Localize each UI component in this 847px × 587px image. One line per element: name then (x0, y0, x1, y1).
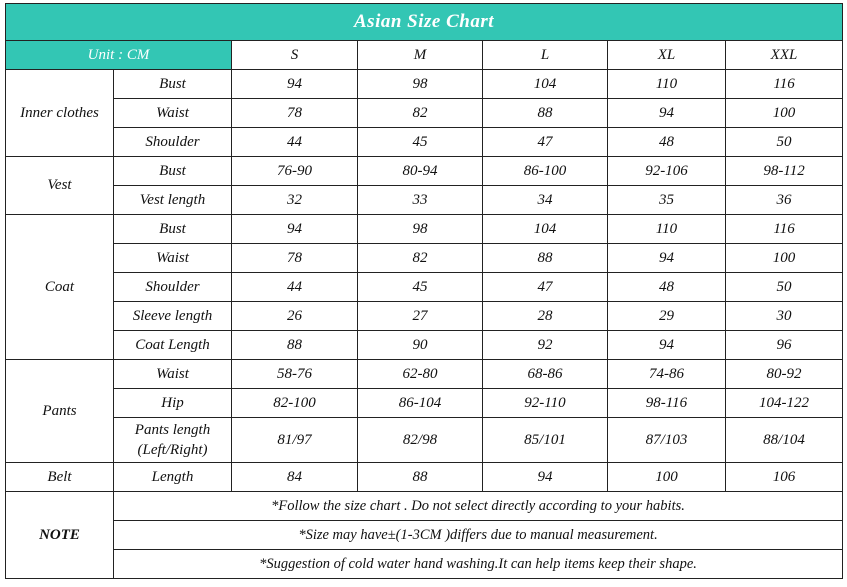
table-row (6, 157, 843, 186)
value-cell: 88 (483, 99, 608, 128)
value-cell: 58-76 (232, 360, 358, 389)
value-cell: 86-104 (358, 389, 483, 418)
row-label-line1: Pants length (134, 422, 211, 438)
value-cell: 45 (358, 128, 483, 157)
value-cell: 35 (608, 186, 726, 215)
row-label: Coat Length (114, 331, 232, 360)
value-cell: 94 (232, 70, 358, 99)
value-cell: 104 (483, 70, 608, 99)
value-cell: 78 (232, 99, 358, 128)
value-cell: 82/98 (358, 418, 483, 463)
size-header-xl: XL (608, 41, 726, 70)
value-cell: 94 (608, 99, 726, 128)
value-cell: 98-112 (726, 157, 843, 186)
value-cell: 87/103 (608, 418, 726, 463)
value-cell: 32 (232, 186, 358, 215)
table-row (6, 244, 843, 273)
value-cell: 76-90 (232, 157, 358, 186)
value-cell: 26 (232, 302, 358, 331)
value-cell: 44 (232, 128, 358, 157)
table-row (6, 70, 843, 99)
value-cell: 86-100 (483, 157, 608, 186)
value-cell: 88 (483, 244, 608, 273)
size-header-s: S (232, 41, 358, 70)
value-cell: 47 (483, 273, 608, 302)
size-header-xxl: XXL (726, 41, 843, 70)
value-cell: 48 (608, 128, 726, 157)
value-cell: 104-122 (726, 389, 843, 418)
unit-label: Unit : CM (6, 41, 232, 70)
size-chart-table (5, 3, 843, 579)
value-cell: 80-94 (358, 157, 483, 186)
value-cell: 29 (608, 302, 726, 331)
row-label (114, 418, 232, 463)
value-cell: 98 (358, 215, 483, 244)
value-cell: 50 (726, 128, 843, 157)
value-cell: 90 (358, 331, 483, 360)
value-cell: 82 (358, 99, 483, 128)
title-row (6, 4, 843, 41)
value-cell: 82 (358, 244, 483, 273)
row-label: Shoulder (114, 273, 232, 302)
value-cell: 100 (726, 99, 843, 128)
note-row (6, 550, 843, 579)
row-label: Bust (114, 215, 232, 244)
group-label-pants: Pants (6, 360, 114, 463)
value-cell: 94 (483, 463, 608, 492)
value-cell: 98 (358, 70, 483, 99)
row-label: Vest length (114, 186, 232, 215)
row-label: Length (114, 463, 232, 492)
value-cell: 100 (726, 244, 843, 273)
size-header-row (6, 41, 843, 70)
table-row (6, 128, 843, 157)
table-row (6, 418, 843, 463)
table-row (6, 463, 843, 492)
note-label: NOTE (6, 492, 114, 579)
value-cell: 62-80 (358, 360, 483, 389)
group-label-belt: Belt (6, 463, 114, 492)
note-line: *Size may have±(1-3CM )differs due to manual measurement. (114, 521, 843, 550)
value-cell: 94 (232, 215, 358, 244)
table-row (6, 215, 843, 244)
value-cell: 104 (483, 215, 608, 244)
value-cell: 68-86 (483, 360, 608, 389)
note-line: *Follow the size chart . Do not select directly according to your habits. (114, 492, 843, 521)
value-cell: 92-106 (608, 157, 726, 186)
value-cell: 85/101 (483, 418, 608, 463)
row-label-line2: (Left/Right) (137, 442, 208, 458)
value-cell: 45 (358, 273, 483, 302)
value-cell: 116 (726, 70, 843, 99)
value-cell: 92-110 (483, 389, 608, 418)
group-label-inner: Inner clothes (6, 70, 114, 157)
size-header-m: M (358, 41, 483, 70)
group-label-coat: Coat (6, 215, 114, 360)
chart-title: Asian Size Chart (6, 4, 843, 41)
table-row (6, 389, 843, 418)
value-cell: 84 (232, 463, 358, 492)
value-cell: 116 (726, 215, 843, 244)
row-label: Shoulder (114, 128, 232, 157)
note-row (6, 521, 843, 550)
value-cell: 74-86 (608, 360, 726, 389)
note-row (6, 492, 843, 521)
value-cell: 94 (608, 244, 726, 273)
value-cell: 81/97 (232, 418, 358, 463)
value-cell: 94 (608, 331, 726, 360)
table-row (6, 186, 843, 215)
value-cell: 110 (608, 215, 726, 244)
value-cell: 96 (726, 331, 843, 360)
row-label: Waist (114, 244, 232, 273)
value-cell: 28 (483, 302, 608, 331)
value-cell: 106 (726, 463, 843, 492)
row-label: Bust (114, 70, 232, 99)
value-cell: 34 (483, 186, 608, 215)
value-cell: 88 (358, 463, 483, 492)
value-cell: 30 (726, 302, 843, 331)
table-row (6, 99, 843, 128)
size-header-l: L (483, 41, 608, 70)
table-row (6, 360, 843, 389)
value-cell: 48 (608, 273, 726, 302)
value-cell: 110 (608, 70, 726, 99)
value-cell: 27 (358, 302, 483, 331)
value-cell: 44 (232, 273, 358, 302)
table-row (6, 331, 843, 360)
row-label: Hip (114, 389, 232, 418)
value-cell: 88 (232, 331, 358, 360)
value-cell: 36 (726, 186, 843, 215)
table-row (6, 302, 843, 331)
value-cell: 82-100 (232, 389, 358, 418)
value-cell: 88/104 (726, 418, 843, 463)
value-cell: 50 (726, 273, 843, 302)
value-cell: 80-92 (726, 360, 843, 389)
row-label: Bust (114, 157, 232, 186)
row-label: Sleeve length (114, 302, 232, 331)
value-cell: 100 (608, 463, 726, 492)
value-cell: 78 (232, 244, 358, 273)
value-cell: 98-116 (608, 389, 726, 418)
value-cell: 47 (483, 128, 608, 157)
row-label: Waist (114, 360, 232, 389)
group-label-vest: Vest (6, 157, 114, 215)
row-label: Waist (114, 99, 232, 128)
value-cell: 33 (358, 186, 483, 215)
table-row (6, 273, 843, 302)
note-line: *Suggestion of cold water hand washing.It can help items keep their shape. (114, 550, 843, 579)
value-cell: 92 (483, 331, 608, 360)
